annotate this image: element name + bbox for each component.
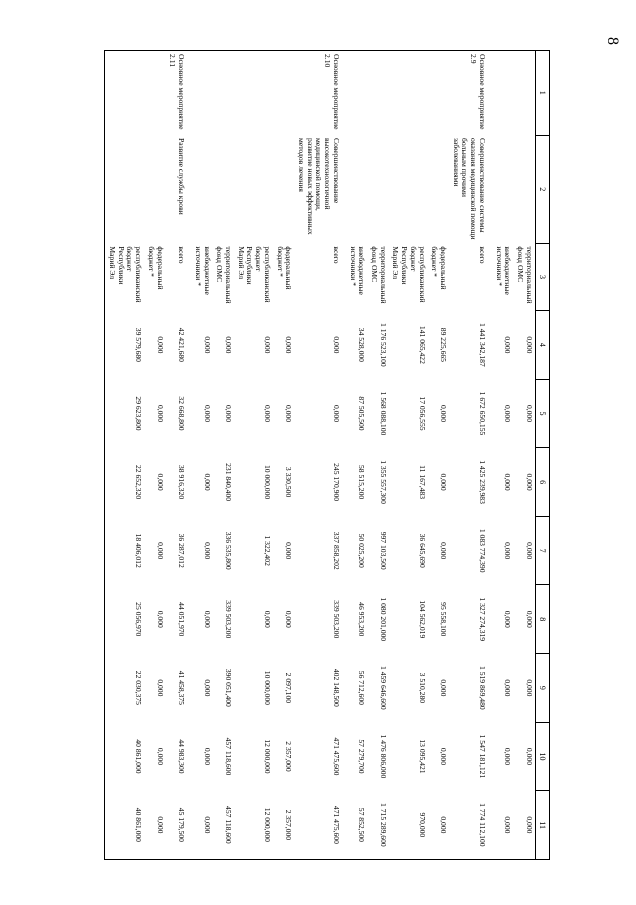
table-row xyxy=(428,51,449,860)
value-cell: 457 118,600 xyxy=(213,791,234,860)
value-cell: 0,000 xyxy=(524,404,534,423)
header-col-10: 10 xyxy=(535,722,549,791)
table-row xyxy=(144,51,165,860)
value-cell: 0,000 xyxy=(191,791,212,860)
value-cell: 390 051,400 xyxy=(223,668,233,707)
value-cell: 0,000 xyxy=(155,404,165,423)
value-cell: 41 458,375 xyxy=(177,670,187,705)
value-cell: 1 083 774,390 xyxy=(477,528,487,573)
table-row xyxy=(492,51,513,860)
value-cell: 0,000 xyxy=(202,610,212,628)
value-cell: 0,000 xyxy=(284,610,294,628)
value-cell: 36 287,012 xyxy=(177,533,187,568)
table-row xyxy=(234,51,273,860)
measure-description-cell xyxy=(428,135,449,243)
funding-source-cell: всего xyxy=(477,246,487,264)
value-cell: 339 503,200 xyxy=(331,600,341,639)
table-row xyxy=(449,51,492,860)
funding-source-cell: внебюджетные источники * xyxy=(193,246,212,295)
value-cell: 0,000 xyxy=(284,336,294,354)
value-cell: 0,000 xyxy=(428,791,449,860)
measure-name-cell xyxy=(213,51,234,136)
value-cell: 40 861,000 xyxy=(105,791,144,860)
value-cell: 39 579,680 xyxy=(105,311,144,380)
header-col-6: 6 xyxy=(535,448,549,517)
measure-description-cell: Развитие службы крови xyxy=(177,138,187,215)
measure-name-cell: Основное мероприятие 2.10 xyxy=(294,51,346,136)
value-cell: 22 652,320 xyxy=(105,448,144,517)
value-cell: 0,000 xyxy=(262,404,272,423)
value-cell: 57 852,500 xyxy=(346,791,367,860)
value-cell: 0,000 xyxy=(513,791,535,860)
value-cell: 58 515,200 xyxy=(357,464,367,500)
value-cell: 36 645,690 xyxy=(417,533,427,568)
funding-source-cell: внебюджетные источники * xyxy=(494,246,513,295)
value-cell: 0,000 xyxy=(155,542,165,560)
measure-name-cell xyxy=(492,51,513,136)
value-cell: 337 858,202 xyxy=(331,531,341,570)
value-cell: 42 421,680 xyxy=(177,327,187,362)
value-cell: 0,000 xyxy=(439,747,449,765)
value-cell: 1 327 274,319 xyxy=(477,597,487,642)
header-col-1: 1 xyxy=(535,51,549,136)
measure-name-cell: Основное мероприятие 2.9 xyxy=(449,51,492,136)
measure-description-cell xyxy=(513,135,535,243)
header-col-8: 8 xyxy=(535,585,549,654)
rotated-page xyxy=(108,50,550,860)
value-cell: 0,000 xyxy=(524,679,534,697)
header-col-7: 7 xyxy=(535,516,549,585)
value-cell: 1 459 646,600 xyxy=(378,666,388,710)
value-cell: 1 774 112,100 xyxy=(449,791,492,860)
header-col-11: 11 xyxy=(535,791,549,860)
value-cell: 0,000 xyxy=(439,542,449,560)
measure-name-cell xyxy=(367,51,388,136)
funding-source-cell: всего xyxy=(331,246,341,264)
value-cell: 245 170,900 xyxy=(331,463,341,502)
value-cell: 57 279,700 xyxy=(357,739,367,774)
value-cell: 56 712,600 xyxy=(357,670,367,705)
value-cell: 0,000 xyxy=(155,473,165,491)
value-cell: 1 672 650,155 xyxy=(477,391,487,436)
value-cell: 29 623,800 xyxy=(105,379,144,448)
value-cell: 2 097,100 xyxy=(284,672,294,704)
value-cell: 1 519 869,480 xyxy=(477,666,487,710)
value-cell: 104 562,019 xyxy=(417,600,427,639)
value-cell: 0,000 xyxy=(144,791,165,860)
funding-source-cell: территориальный фонд ОМС xyxy=(215,246,233,304)
header-col-3: 3 xyxy=(535,243,549,310)
value-cell: 402 148,500 xyxy=(331,668,341,707)
measure-description-cell xyxy=(389,135,428,243)
measure-description-cell xyxy=(346,135,367,243)
measure-description-cell xyxy=(213,135,234,243)
page-number: 8 xyxy=(604,37,621,45)
table-row xyxy=(273,51,294,860)
value-cell: 0,000 xyxy=(155,610,165,628)
value-cell: 11 167,483 xyxy=(417,465,427,500)
value-cell: 1 476 806,000 xyxy=(378,734,388,779)
value-cell: 34 528,000 xyxy=(357,327,367,362)
value-cell: 0,000 xyxy=(524,542,534,560)
value-cell: 0,000 xyxy=(202,404,212,423)
measure-description-cell xyxy=(273,135,294,243)
measure-description-cell xyxy=(367,135,388,243)
table-row xyxy=(513,51,535,860)
value-cell: 0,000 xyxy=(155,679,165,697)
measure-name-cell xyxy=(273,51,294,136)
header-row xyxy=(535,51,549,860)
value-cell: 0,000 xyxy=(439,404,449,423)
value-cell: 0,000 xyxy=(503,336,513,354)
value-cell: 0,000 xyxy=(202,747,212,765)
value-cell: 457 118,600 xyxy=(223,737,233,776)
value-cell: 0,000 xyxy=(202,473,212,491)
value-cell: 0,000 xyxy=(223,336,233,354)
value-cell: 0,000 xyxy=(524,473,534,491)
table-row xyxy=(367,51,388,860)
value-cell: 0,000 xyxy=(503,542,513,560)
value-cell: 2 357,000 xyxy=(284,741,294,772)
measure-description-cell: Совершенствование высокотехнологичной медицинской помощи, развитие новых эффективных методов лечения xyxy=(297,138,341,235)
value-cell: 1 547 181,121 xyxy=(477,734,487,779)
value-cell: 471 475,600 xyxy=(294,791,346,860)
value-cell: 0,000 xyxy=(202,336,212,354)
value-cell: 13 095,421 xyxy=(417,739,427,774)
value-cell: 38 916,320 xyxy=(177,464,187,500)
measure-description-cell xyxy=(191,135,212,243)
funding-source-cell: территориальный фонд ОМС xyxy=(370,246,388,304)
value-cell: 0,000 xyxy=(524,336,534,354)
measure-name-cell xyxy=(105,51,144,136)
value-cell: 2 357,000 xyxy=(273,791,294,860)
funding-source-cell: республиканский бюджет Республики Марий Эл xyxy=(236,246,272,303)
value-cell: 0,000 xyxy=(284,542,294,560)
value-cell: 1 322,402 xyxy=(262,535,272,566)
measure-name-cell xyxy=(144,51,165,136)
value-cell: 0,000 xyxy=(503,610,513,628)
value-cell: 0,000 xyxy=(503,747,513,765)
value-cell: 12 000,000 xyxy=(234,791,273,860)
value-cell: 17 056,555 xyxy=(417,396,427,431)
value-cell: 0,000 xyxy=(284,404,294,423)
value-cell: 32 668,800 xyxy=(177,396,187,431)
measure-name-cell xyxy=(234,51,273,136)
value-cell: 89 225,665 xyxy=(439,327,449,362)
value-cell: 0,000 xyxy=(202,679,212,697)
measure-name-cell xyxy=(428,51,449,136)
header-col-9: 9 xyxy=(535,654,549,723)
value-cell: 0,000 xyxy=(331,336,341,354)
value-cell: 231 840,400 xyxy=(223,463,233,502)
value-cell: 95 558,100 xyxy=(439,602,449,637)
value-cell: 22 030,375 xyxy=(105,654,144,723)
measure-name-cell: Основное мероприятие 2.11 xyxy=(166,51,191,136)
value-cell: 3 510,280 xyxy=(417,672,427,704)
value-cell: 45 179,500 xyxy=(166,791,191,860)
funding-source-cell: республиканский бюджет Республики Марий Эл xyxy=(391,246,427,303)
table-body xyxy=(105,51,535,860)
measure-name-cell xyxy=(346,51,367,136)
funding-source-cell: федеральный бюджет * xyxy=(430,246,449,290)
table-row xyxy=(213,51,234,860)
funding-source-cell: внебюджетные источники * xyxy=(348,246,367,295)
value-cell: 0,000 xyxy=(503,473,513,491)
funding-source-cell: всего xyxy=(177,246,187,264)
value-cell: 0,000 xyxy=(492,791,513,860)
value-cell: 46 953,200 xyxy=(357,602,367,637)
measure-name-cell xyxy=(191,51,212,136)
value-cell: 336 535,800 xyxy=(223,531,233,570)
table-row xyxy=(294,51,346,860)
value-cell: 40 861,000 xyxy=(105,722,144,791)
value-cell: 10 000,000 xyxy=(262,670,272,705)
budget-table xyxy=(104,50,550,860)
header-col-2: 2 xyxy=(535,135,549,243)
table-row xyxy=(105,51,144,860)
measure-name-cell xyxy=(389,51,428,136)
value-cell: 0,000 xyxy=(439,679,449,697)
value-cell: 0,000 xyxy=(524,747,534,765)
value-cell: 0,000 xyxy=(503,679,513,697)
value-cell: 50 025,200 xyxy=(357,533,367,568)
value-cell: 12 000,000 xyxy=(262,739,272,774)
funding-source-cell: федеральный бюджет * xyxy=(275,246,294,290)
funding-source-cell: федеральный бюджет * xyxy=(146,246,165,290)
measure-description-cell: Совершенствование системы оказания медицинской помощи больным прочими заболеваниями xyxy=(451,138,487,240)
value-cell: 87 505,500 xyxy=(357,396,367,431)
value-cell: 471 475,600 xyxy=(331,737,341,776)
value-cell: 997 103,500 xyxy=(378,531,388,570)
table-row xyxy=(389,51,428,860)
table-row xyxy=(346,51,367,860)
value-cell: 1 568 088,100 xyxy=(378,391,388,436)
value-cell: 339 503,200 xyxy=(223,600,233,639)
value-cell: 44 983,300 xyxy=(177,739,187,774)
value-cell: 970,000 xyxy=(389,791,428,860)
value-cell: 1 355 557,300 xyxy=(378,460,388,504)
value-cell: 1 080 201,000 xyxy=(378,597,388,642)
value-cell: 0,000 xyxy=(331,404,341,423)
value-cell: 18 406,012 xyxy=(105,516,144,585)
measure-description-cell xyxy=(105,135,144,243)
measure-description-cell xyxy=(492,135,513,243)
value-cell: 1 441 342,187 xyxy=(477,323,487,367)
value-cell: 10 000,000 xyxy=(262,464,272,500)
value-cell: 1 715 289,600 xyxy=(367,791,388,860)
value-cell: 3 330,500 xyxy=(284,466,294,498)
value-cell: 0,000 xyxy=(503,404,513,423)
measure-description-cell xyxy=(234,135,273,243)
header-col-5: 5 xyxy=(535,379,549,448)
value-cell: 141 065,422 xyxy=(417,325,427,364)
table-row xyxy=(166,51,191,860)
value-cell: 25 056,970 xyxy=(105,585,144,654)
value-cell: 0,000 xyxy=(262,336,272,354)
value-cell: 0,000 xyxy=(524,610,534,628)
value-cell: 0,000 xyxy=(155,747,165,765)
value-cell: 0,000 xyxy=(223,404,233,423)
measure-name-cell xyxy=(513,51,535,136)
value-cell: 0,000 xyxy=(202,542,212,560)
funding-source-cell: республиканский бюджет Республики Марий Эл xyxy=(105,243,144,310)
header-col-4: 4 xyxy=(535,311,549,380)
value-cell: 1 176 523,100 xyxy=(378,323,388,367)
value-cell: 1 425 239,983 xyxy=(477,460,487,504)
table-row xyxy=(191,51,212,860)
value-cell: 44 051,970 xyxy=(177,602,187,637)
funding-source-cell: территориальный фонд ОМС xyxy=(516,246,534,304)
measure-description-cell xyxy=(144,135,165,243)
value-cell: 0,000 xyxy=(155,336,165,354)
value-cell: 0,000 xyxy=(262,610,272,628)
value-cell: 0,000 xyxy=(439,473,449,491)
